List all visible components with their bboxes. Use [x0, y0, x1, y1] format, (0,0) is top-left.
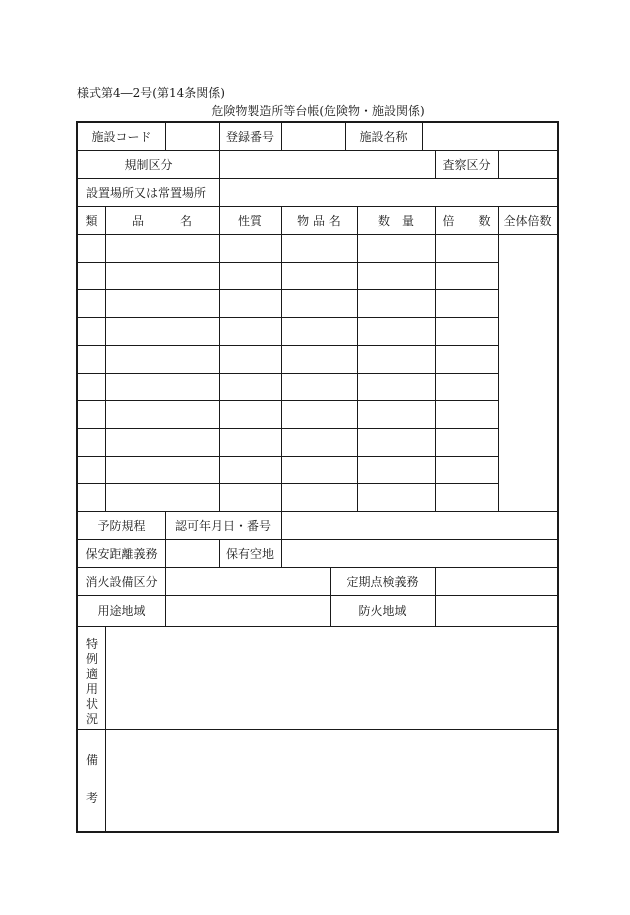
- remarks-label-top: 備: [85, 753, 98, 767]
- inspection-class-label: 査察区分: [442, 157, 491, 172]
- multiple-header: 倍 数: [442, 213, 491, 228]
- special-application-label: 特例適用状況: [85, 637, 98, 726]
- registration-number-label: 登録番号: [225, 130, 274, 144]
- product-name-header: 物 品 名: [297, 213, 341, 228]
- reserved-space-label: 保有空地: [225, 546, 274, 561]
- remarks-label-bottom: 考: [85, 791, 98, 805]
- item-name-header: 品 名: [131, 213, 192, 228]
- quantity-header: 数 量: [377, 213, 414, 228]
- safety-distance-label: 保安距離義務: [85, 546, 158, 561]
- prevention-rules-label: 予防規程: [97, 518, 146, 533]
- approval-date-number-label: 認可年月日・番号: [174, 518, 271, 533]
- property-header: 性質: [237, 213, 262, 228]
- fire-equipment-label: 消火設備区分: [85, 574, 158, 589]
- form-number: 様式第4―2号(第14条関係): [77, 86, 225, 100]
- periodic-inspection-label: 定期点検義務: [346, 574, 419, 589]
- fire-zone-label: 防火地域: [358, 604, 407, 618]
- form-title: 危険物製造所等台帳(危険物・施設関係): [211, 104, 425, 118]
- facility-code-label: 施設コード: [91, 130, 152, 144]
- location-label: 設置場所又は常置場所: [86, 185, 207, 200]
- total-multiple-header: 全体倍数: [503, 213, 552, 228]
- use-zone-label: 用途地域: [97, 604, 146, 618]
- facility-name-label: 施設名称: [359, 130, 408, 144]
- registry-form: [76, 121, 559, 833]
- category-header: 類: [85, 213, 98, 228]
- regulation-class-label: 規制区分: [124, 157, 173, 172]
